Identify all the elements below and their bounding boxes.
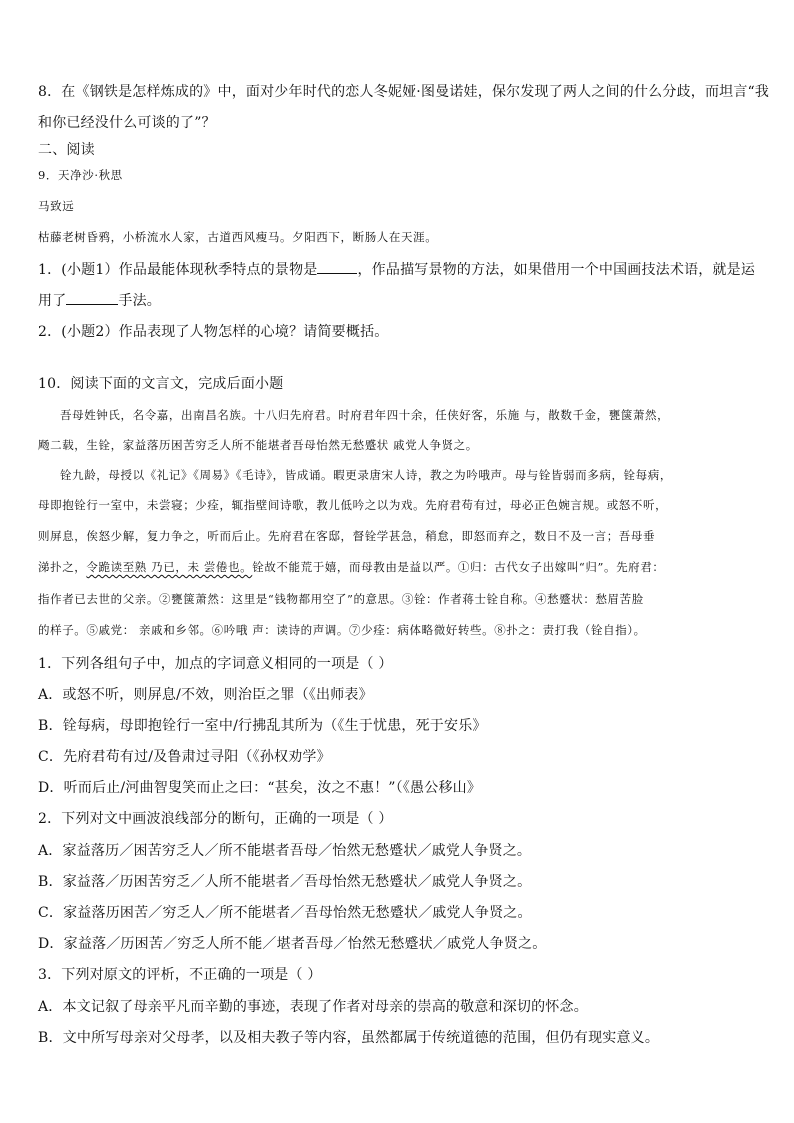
q9-title: 9．天净沙·秋思	[38, 168, 123, 182]
question-2-option-b[interactable]: B．家益落／历困苦穷乏／人所不能堪者／吾母怡然无愁蹙状／戚党人争贤之。	[38, 874, 532, 890]
q9-sub2: 2．(小题2）作品表现了人物怎样的心境？请简要概括。	[38, 324, 389, 340]
q9-sub1-text-a: 1．(小题1）作品最能体现秋季特点的景物是	[38, 262, 318, 278]
question-1-option-d[interactable]: D．听而后止/河曲智叟笑而止之曰：“甚矣，汝之不惠！”（《愚公移山》	[38, 780, 482, 796]
question-2-stem: 2．下列对文中画波浪线部分的断句，正确的一项是（ ）	[38, 811, 393, 827]
q9-sub1-text-b: ，作品描写景物的方法，如果借用一个中国画技法术语，就是运	[357, 262, 756, 278]
question-3-option-a[interactable]: A．本文记叙了母亲平凡而辛勤的事迹，表现了作者对母亲的崇高的敬意和深切的怀念。	[38, 999, 588, 1015]
passage-p2-line3: 则屏息，俟怒少解，复力争之，听而后止。先府君在客邸，督铨学甚急，稍怠，即怒而弃之，数日不及一言；吾母垂	[38, 529, 656, 543]
question-1-option-c[interactable]: C．先府君苟有过/及鲁肃过寻阳（《孙权劝学》	[38, 749, 331, 765]
passage-notes-line1: 指作者已去世的父亲。②甕箧萧然：这里是“钱物都用空了”的意思。③铨：作者蒋士铨自称。④愁蹙状：愁眉苦脸	[38, 592, 644, 606]
wavy-underlined-text: 令跪读至熟 乃已，未 尝倦也。	[86, 560, 253, 574]
answer-blank[interactable]	[317, 259, 357, 274]
q9-sub1-line2	[38, 290, 161, 311]
q9-sub1-text-d: 手法。	[118, 293, 162, 309]
q9-poem: 枯藤老树昏鸦，小桥流水人家，古道西风瘦马。夕阳西下，断肠人在天涯。	[38, 230, 438, 244]
question-1-stem: 1．下列各组句子中，加点的字词意义相同的一项是（ ）	[38, 656, 393, 672]
passage-p2-line2: 母即抱铨行一室中，未尝寝；少痊，辄指壁间诗歌，教儿低吟之以为戏。先府君苟有过，母必正色婉言规。或怒不听，	[38, 498, 668, 512]
q8-line2: 和你已经没什么可谈的了”？	[38, 115, 216, 131]
question-1-option-a[interactable]: A．或怒不听，则屏息/不效，则治臣之罪（《出师表》	[38, 687, 373, 703]
passage-p2-line4	[38, 558, 664, 576]
q8-line1: 8．在《钢铁是怎样炼成的》中，面对少年时代的恋人冬妮娅·图曼诺娃，保尔发现了两人之间的什么分歧，而坦言“我	[38, 84, 770, 100]
question-2-option-d[interactable]: D．家益落／历困苦／穷乏人所不能／堪者吾母／怡然无愁蹙状／戚党人争贤之。	[38, 936, 547, 952]
answer-blank[interactable]	[66, 290, 118, 305]
question-2-option-a[interactable]: A．家益落历／困苦穷乏人／所不能堪者吾母／怡然无愁蹙状／戚党人争贤之。	[38, 843, 532, 859]
passage-text: 涕扑之，	[38, 560, 87, 574]
passage-p1-line2: 飏二载，生铨，家益落历困苦穷乏人所不能堪者吾母怡然无愁蹙状 戚党人争贤之。	[38, 438, 478, 452]
question-3-stem: 3．下列对原文的评析，不正确的一项是（ ）	[38, 967, 322, 983]
passage-text: 铨故不能荒于嬉，而母教由是益以严。①归：古代女子出嫁叫“归”。先府君：	[252, 560, 665, 574]
question-2-option-c[interactable]: C．家益落历困苦／穷乏人／所不能堪者／吾母怡然无愁蹙状／戚党人争贤之。	[38, 905, 532, 921]
question-3-option-b[interactable]: B．文中所写母亲对父母孝，以及相夫教子等内容，虽然都属于传统道德的范围，但仍有现实意义。	[38, 1030, 660, 1046]
passage-p1-line1: 吾母姓钟氏，名令嘉，出南昌名族。十八归先府君。时府君年四十余，任侠好客，乐施 与，散数千金，甕箧萧然，	[60, 408, 670, 422]
q9-author: 马致远	[38, 199, 75, 213]
q9-sub1-line1	[38, 259, 755, 280]
passage-p2-line1: 铨九龄，母授以《礼记》《周易》《毛诗》，皆成诵。暇更录唐宋人诗，教之为吟哦声。母与铨皆弱而多病，铨每病，	[60, 468, 672, 482]
section2-title: 二、阅读	[38, 142, 95, 158]
q10-title: 10．阅读下面的文言文，完成后面小题	[38, 376, 284, 392]
q9-sub1-text-c: 用了	[38, 293, 67, 309]
passage-notes-line2: 的样子。⑤戚党： 亲戚和乡邻。⑥吟哦 声：读诗的声调。⑦少痊：病体略微好转些。⑧扑之：责打我（铨自指）。	[38, 623, 646, 637]
question-1-option-b[interactable]: B．铨每病，母即抱铨行一室中/行拂乱其所为（《生于忧患，死于安乐》	[38, 718, 487, 734]
